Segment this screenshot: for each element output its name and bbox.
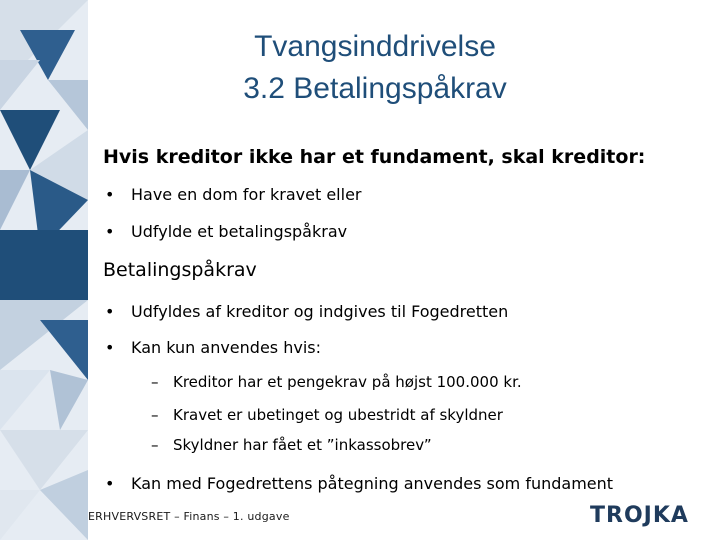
heading-betalingspaakrav: Betalingspåkrav [103,259,257,281]
bullet-mark: • [105,222,115,241]
sub-list-item [151,405,503,425]
bullet-mark: • [105,474,115,493]
trojka-logo: TROJKA [590,503,689,528]
list-item [103,473,613,495]
dash-mark: – [151,406,159,424]
list-item-text: Kan kun anvendes hvis: [131,338,321,357]
sub-list-item-text: Kravet er ubetinget og ubestridt af skyldner [173,406,503,424]
sub-list-item-text: Skyldner har fået et ”inkassobrev” [173,436,432,454]
dash-mark: – [151,436,159,454]
sub-list-item [151,435,432,455]
list-item-text: Kan med Fogedrettens påtegning anvendes som fundament [131,474,614,493]
sub-list-item-text: Kreditor har et pengekrav på højst 100.000 kr. [173,373,522,391]
list-item [103,301,508,323]
bullet-mark: • [105,302,115,321]
bullet-mark: • [105,338,115,357]
title-line-2: 3.2 Betalingspåkrav [243,72,507,105]
heading-no-fundament: Hvis kreditor ikke har et fundament, skal kreditor: [103,146,646,168]
list-item-text: Have en dom for kravet eller [131,185,362,204]
footer-text: ERHVERVSRET – Finans – 1. udgave [88,510,290,523]
list-item [103,184,361,206]
dash-mark: – [151,373,159,391]
sub-list-item [151,372,522,392]
list-item [103,221,347,243]
list-item-text: Udfylde et betalingspåkrav [131,222,348,241]
decorative-side-pattern [0,0,88,540]
list-item [103,337,321,359]
bullet-mark: • [105,185,115,204]
title-line-1: Tvangsinddrivelse [254,30,496,63]
slide-title [140,26,610,110]
list-item-text: Udfyldes af kreditor og indgives til Fogedretten [131,302,509,321]
